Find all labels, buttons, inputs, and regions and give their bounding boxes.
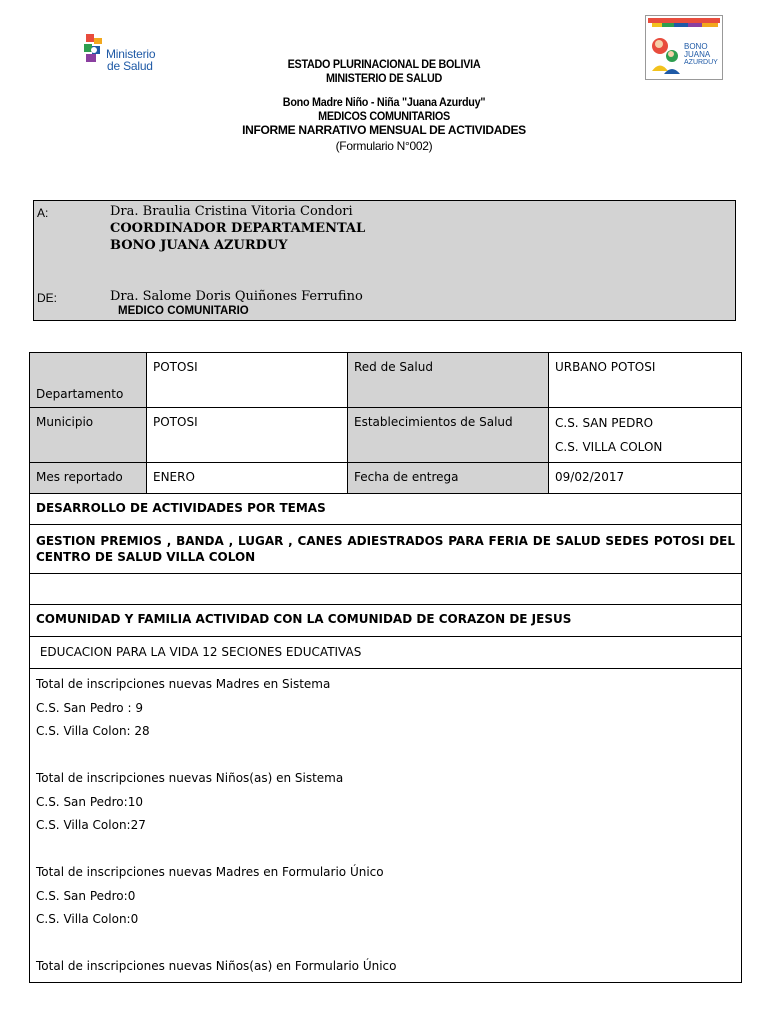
departamento-label: Departamento [36, 387, 124, 401]
gestion-cell [30, 525, 742, 574]
villa-colon-madres-sistema: C.S. Villa Colon: 28 [36, 724, 150, 738]
empty-cell [30, 574, 742, 605]
table-row [30, 669, 742, 983]
blank-line [36, 744, 735, 768]
red-value-cell [549, 353, 742, 408]
header-formulario: (Formulario N°002) [335, 139, 433, 153]
table-row [30, 637, 742, 669]
establecimientos-value-cell [549, 408, 742, 463]
to-name: Dra. Braulia Cristina Vitoria Condori [110, 204, 353, 219]
total-ninos-formulario: Total de inscripciones nuevas Niños(as) en Formulario Único [36, 959, 397, 973]
san-pedro-madres-formulario: C.S. San Pedro:0 [36, 888, 136, 903]
departamento-label-cell [30, 353, 147, 408]
table-row [30, 605, 742, 637]
establecimiento-2: C.S. VILLA COLON [555, 440, 663, 454]
bono-logo-text-juana: JUANA [684, 50, 711, 59]
san-pedro-ninos-sistema: C.S. San Pedro:10 [36, 794, 143, 809]
table-row [30, 408, 742, 463]
total-madres-formulario: Total de inscripciones nuevas Madres en Formulario Único [36, 865, 384, 879]
from-name: Dra. Salome Doris Quiñones Ferrufino [110, 289, 363, 304]
san-pedro-madres-sistema: C.S. San Pedro : 9 [36, 700, 143, 715]
header-estado: ESTADO PLURINACIONAL DE BOLIVIA [287, 57, 481, 71]
fecha-value-cell [549, 463, 742, 494]
header-informe: INFORME NARRATIVO MENSUAL DE ACTIVIDADES [242, 123, 526, 137]
villa-colon-ninos-sistema: C.S. Villa Colon:27 [36, 818, 146, 832]
from-label: DE: [37, 291, 58, 305]
blank-line [36, 838, 735, 862]
red-label-cell [348, 353, 549, 408]
educacion-text: EDUCACION PARA LA VIDA 12 SECIONES EDUCATIVAS [36, 645, 362, 659]
to-title1: COORDINADOR DEPARTAMENTAL [110, 221, 366, 236]
to-label: A: [37, 206, 49, 220]
municipio-value-cell [147, 408, 348, 463]
red-value: URBANO POTOSI [555, 360, 656, 374]
fecha-label-cell [348, 463, 549, 494]
villa-colon-madres-formulario: C.S. Villa Colon:0 [36, 912, 139, 926]
table-row [30, 574, 742, 605]
total-ninos-sistema: Total de inscripciones nuevas Niños(as) en Sistema [36, 771, 344, 785]
comunidad-cell [30, 605, 742, 637]
comunidad-text: COMUNIDAD Y FAMILIA ACTIVIDAD CON LA COMUNIDAD DE CORAZON DE JESUS [36, 612, 572, 626]
departamento-value: POTOSI [153, 360, 198, 374]
departamento-value-cell [147, 353, 348, 408]
header-bono: Bono Madre Niño - Niña "Juana Azurduy" [282, 95, 486, 109]
header-ministerio: MINISTERIO DE SALUD [325, 71, 443, 85]
red-label: Red de Salud [354, 360, 433, 374]
logo-text-ministerio: Ministerio [106, 47, 156, 61]
memo-box [33, 200, 736, 321]
mes-value-cell [147, 463, 348, 494]
from-title: MEDICO COMUNITARIO [118, 305, 249, 317]
to-title2: BONO JUANA AZURDUY [110, 238, 288, 253]
mes-label-cell [30, 463, 147, 494]
municipio-label-cell [30, 408, 147, 463]
mes-value: ENERO [153, 470, 195, 484]
establecimientos-label-cell [348, 408, 549, 463]
fecha-value: 09/02/2017 [555, 470, 625, 484]
table-row [30, 353, 742, 408]
logo-text-de-salud: de Salud [107, 59, 153, 73]
blank-line [36, 932, 735, 956]
educacion-cell [30, 637, 742, 669]
establecimientos-label: Establecimientos de Salud [354, 415, 513, 429]
bono-logo-text-bono: BONO [684, 42, 708, 51]
totals-cell [30, 669, 742, 983]
header-medicos: MEDICOS COMUNITARIOS [318, 109, 450, 123]
desarrollo-cell [30, 494, 742, 525]
table-row [30, 494, 742, 525]
fecha-label: Fecha de entrega [354, 470, 459, 484]
gestion-text: GESTION PREMIOS , BANDA , LUGAR , CANES ADIESTRADOS PARA FERIA DE SALUD SEDES POTOSI DEL CENTRO DE SALUD VILLA COLON [36, 534, 735, 564]
desarrollo-heading: DESARROLLO DE ACTIVIDADES POR TEMAS [36, 501, 326, 515]
table-row [30, 463, 742, 494]
mes-label: Mes reportado [36, 470, 123, 484]
municipio-value: POTOSI [153, 415, 198, 429]
table-row [30, 525, 742, 574]
total-madres-sistema: Total de inscripciones nuevas Madres en Sistema [36, 677, 331, 691]
municipio-label: Municipio [36, 415, 94, 429]
report-table [29, 352, 742, 983]
establecimiento-1: C.S. SAN PEDRO [555, 416, 654, 430]
bono-logo-text-azurduy: AZURDUY [684, 59, 718, 66]
